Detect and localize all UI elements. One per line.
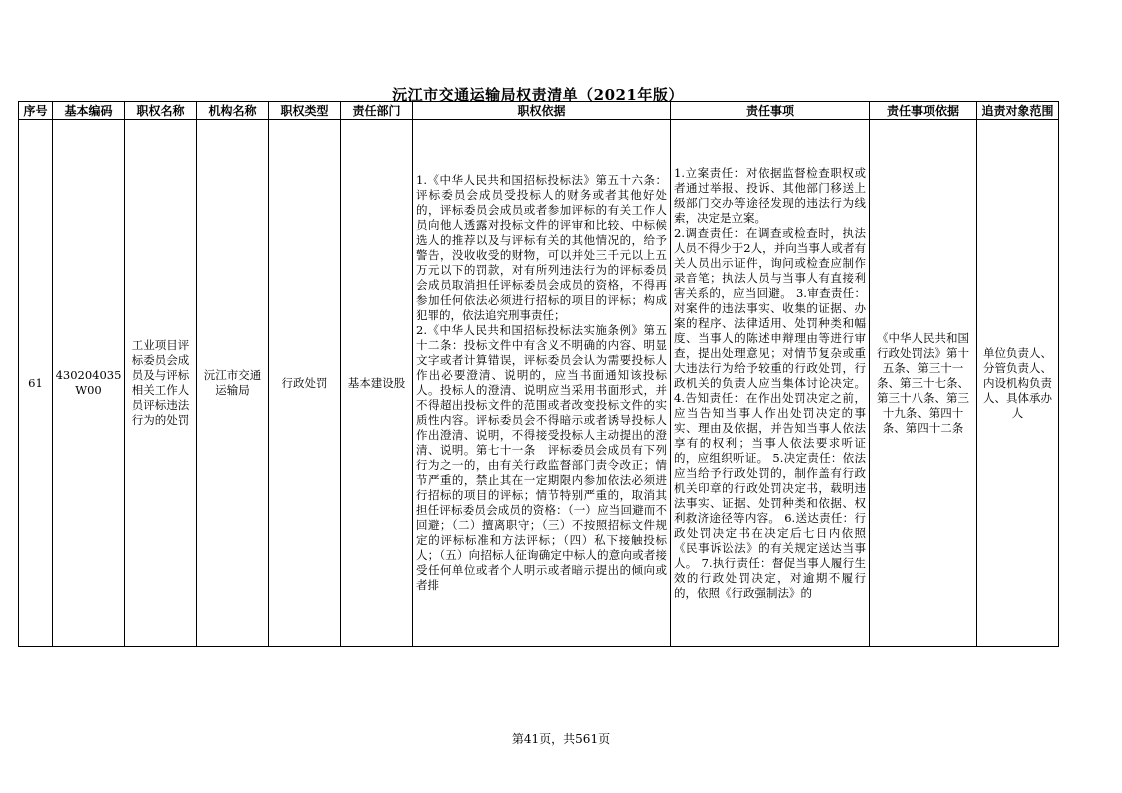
header-basis: 职权依据 xyxy=(413,102,671,120)
cell-power-type xyxy=(269,120,341,647)
header-accountability: 追责对象范围 xyxy=(977,102,1059,120)
header-code: 基本编码 xyxy=(53,102,125,120)
cell-basis xyxy=(413,120,671,647)
responsibility-table xyxy=(18,101,1059,647)
cell-items-basis xyxy=(870,120,977,647)
department-value: 基本建设股 xyxy=(347,375,406,390)
cell-code xyxy=(53,120,125,647)
header-power-type: 职权类型 xyxy=(269,102,341,120)
seq-value: 61 xyxy=(28,375,43,390)
cell-power-name xyxy=(125,120,197,647)
cell-seq xyxy=(19,120,53,647)
items-text: 1.立案责任：对依据监督检查职权或者通过举报、投诉、其他部门移送上级部门交办等途径发现的违法行为线索，决定是立案。 2.调查责任：在调查或检查时，执法人员不得少于2人，并向当事人或者有关人员出示证件，询问或检查应制作录音笔；执法人员与当事人有直接利害关系的，应当回避。 3.审查责任：对案件的违法事实、收集的证据、办案的程序、法律适用、处罚种类和幅度、当事人的陈述申辩理由等进行审查，提出处理意见；对情节复杂或重大违法行为给予较重的行政处罚，行政机关的负责人应当集体讨论决定。 4.告知责任：在作出处罚决定之前，应当告知当事人作出处罚决定的事实、理由及依据，并告知当事人依法享有的权利；当事人依法要求听证的，应组织听证。 5.决定责任：依法应当给予行政处罚的，制作盖有行政机关印章的行政处罚决定书，载明违法事实、证据、处罚种类和依据、权利救济途径等内容。 6.送达责任：行政处罚决定书在决定后七日内依照《民事诉讼法》的有关规定送达当事人。 7.执行责任：督促当事人履行生效的行政处罚决定，对逾期不履行的，依照《行政强制法》的 xyxy=(674,165,866,600)
table-header-row xyxy=(19,102,1059,120)
power-name-value: 工业项目评标委员会成员及与评标相关工作人员评标违法行为的处罚 xyxy=(131,338,190,427)
cell-department xyxy=(341,120,413,647)
header-org-name: 机构名称 xyxy=(197,102,269,120)
basis-text: 1.《中华人民共和国招标投标法》第五十六条：评标委员会成员受投标人的财务或者其他好处的，评标委员会成员或者参加评标的有关工作人员向他人透露对投标文件的评审和比较、中标候选人的推荐以及与评标有关的其他情况的，给予警告，没收收受的财物，可以并处三千元以上五万元以下的罚款，对有所列违法行为的评标委员会成员取消担任评标委员会成员的资格，不得再参加任何依法必须进行招标的项目的评标；构成犯罪的，依法追究刑事责任； 2.《中华人民共和国招标投标法实施条例》第五十二条：投标文件中有含义不明确的内容、明显文字或者计算错误，评标委员会认为需要投标人作出必要澄清、说明的，应当书面通知该投标人。投标人的澄清、说明应当采用书面形式，并不得超出投标文件的范围或者改变投标文件的实质性内容。评标委员会不得暗示或者诱导投标人作出澄清、说明，不得接受投标人主动提出的澄清、说明。第七十一条 评标委员会成员有下列行为之一的，由有关行政监督部门责令改正；情节严重的，禁止其在一定期限内参加依法必须进行招标的项目的评标；情节特别严重的，取消其担任评标委员会成员的资格：（一）应当回避而不回避；（二）擅离职守；（三）不按照招标文件规定的评标标准和方法评标；（四）私下接触投标人；（五）向招标人征询确定中标人的意向或者接受任何单位或者个人明示或者暗示提出的倾向或者排 xyxy=(416,173,667,592)
page-footer: 第41页，共561页 xyxy=(511,732,611,746)
items-basis-value: 《中华人民共和国行政处罚法》第十五条、第三十一条、第三十七条、第三十八条、第三十九条、第四十条、第四十二条 xyxy=(877,330,969,435)
header-power-name: 职权名称 xyxy=(125,102,197,120)
org-name-value: 沅江市交通运输局 xyxy=(203,368,262,397)
accountability-value: 单位负责人、分管负责人、内设机构负责人、具体承办人 xyxy=(983,345,1052,420)
header-items: 责任事项 xyxy=(671,102,870,120)
header-items-basis: 责任事项依据 xyxy=(870,102,977,120)
power-type-value: 行政处罚 xyxy=(281,375,328,390)
table-row xyxy=(19,120,1059,647)
cell-accountability xyxy=(977,120,1059,647)
document-title: 沅江市交通运输局权责清单（2021年版） xyxy=(392,86,684,104)
code-value: 430204035W00 xyxy=(55,368,122,397)
cell-org-name xyxy=(197,120,269,647)
header-department: 责任部门 xyxy=(341,102,413,120)
header-seq: 序号 xyxy=(19,102,53,120)
cell-items xyxy=(671,120,870,647)
